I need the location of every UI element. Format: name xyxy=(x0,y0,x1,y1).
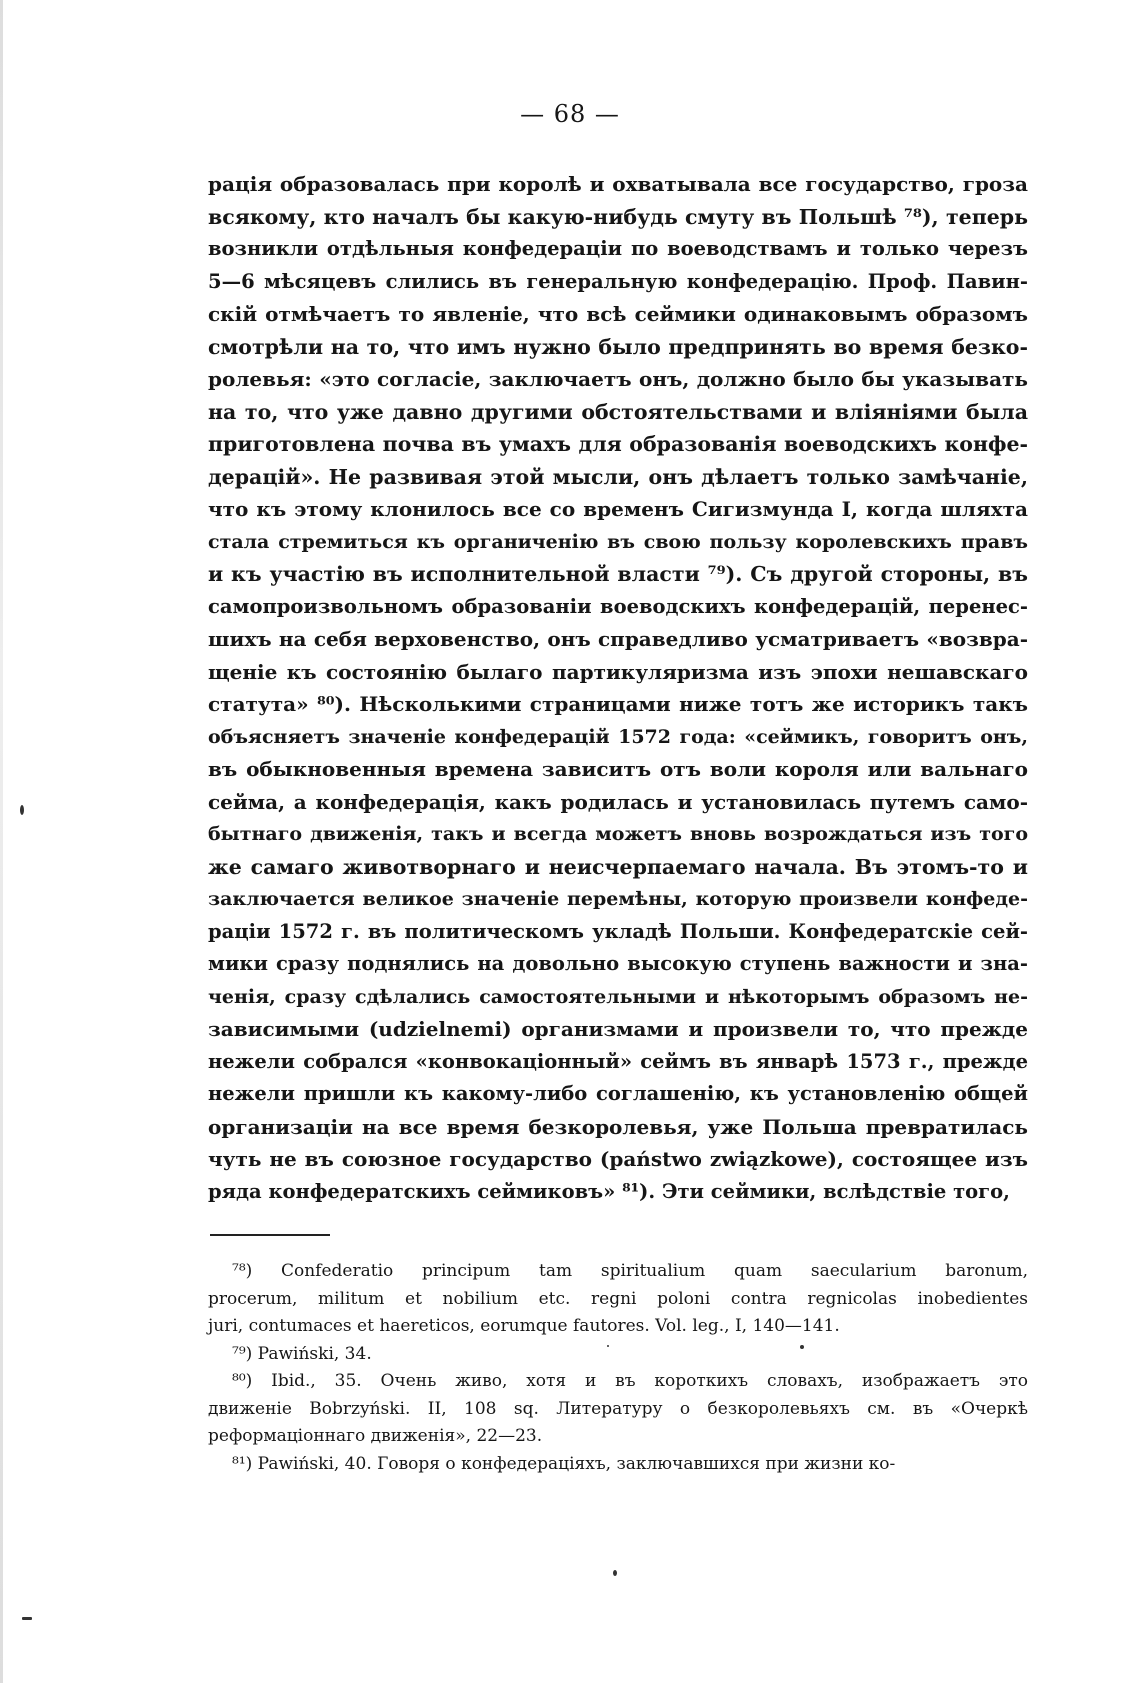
body-text xyxy=(208,168,1028,1208)
body-line: объясняетъ значеніе конфедерацій 1572 года: «сеймикъ, говоритъ онъ, xyxy=(208,725,1028,748)
footnote-divider xyxy=(210,1234,330,1236)
margin-dot xyxy=(22,1617,32,1620)
footnote-line: ⁸⁰) Ibid., 35. Очень живо, хотя и въ короткихъ словахъ, изображаетъ это xyxy=(232,1371,1028,1391)
margin-dot xyxy=(613,1570,617,1576)
body-line: всякому, кто началъ бы какую-нибудь смуту въ Польшѣ ⁷⁸), теперь xyxy=(208,204,1028,229)
body-line: мики сразу поднялись на довольно высокую ступень важности и зна- xyxy=(208,952,1028,975)
body-line: смотрѣли на то, что имъ нужно было предпринять во время безко- xyxy=(208,334,1028,359)
body-line: что къ этому клонилось все со временъ Сигизмунда I, когда шляхта xyxy=(208,497,1028,521)
footnotes xyxy=(208,1258,1028,1478)
margin-dot xyxy=(607,1345,609,1347)
footnote-line: procerum, militum et nobilium etc. regni poloni contra regnicolas inobedientes xyxy=(208,1288,1028,1309)
body-line: самопроизвольномъ образованіи воеводскихъ конфедерацій, перенес- xyxy=(208,594,1028,618)
body-line: и къ участію въ исполнительной власти ⁷⁹). Съ другой стороны, въ xyxy=(208,562,1028,586)
scan-edge xyxy=(0,0,3,1683)
body-line: на то, что уже давно другими обстоятельствами и вліяніями была xyxy=(208,399,1028,424)
body-line: ролевья: «это согласіе, заключаетъ онъ, должно было бы указывать xyxy=(208,367,1028,391)
page-number: — 68 — xyxy=(520,100,620,128)
footnote-line: ⁷⁸) Confederatio principum tam spiritualium quam saecularium baronum, xyxy=(232,1261,1028,1281)
body-line: дерацій». Не развивая этой мысли, онъ дѣлаетъ только замѣчаніе, xyxy=(208,464,1028,489)
footnote-line: реформаціоннаго движенія», 22—23. xyxy=(208,1426,543,1446)
body-line: щеніе къ состоянію былаго партикуляризма изъ эпохи нешавскаго xyxy=(208,659,1028,684)
footnote-line: juri, contumaces et haereticos, eorumque fautores. Vol. leg., I, 140—141. xyxy=(208,1316,840,1336)
footnote xyxy=(208,1341,1028,1369)
body-line: чуть не въ союзное государство (państwo związkowe), состоящее изъ xyxy=(208,1147,1028,1171)
margin-dot xyxy=(800,1345,804,1349)
body-line: заключается великое значеніе перемѣны, которую произвели конфеде- xyxy=(208,888,1028,910)
body-line: скій отмѣчаетъ то явленіе, что всѣ сеймики одинаковымъ образомъ xyxy=(208,302,1028,326)
body-line: рація образовалась при королѣ и охватывала все государство, гроза xyxy=(208,172,1028,196)
body-line: же самаго животворнаго и неисчерпаемаго начала. Въ этомъ-то и xyxy=(208,854,1028,879)
footnote xyxy=(208,1368,1028,1451)
margin-dot xyxy=(20,805,24,815)
body-line: нежели пришли къ какому-либо соглашенію, къ установленію общей xyxy=(208,1082,1028,1105)
body-line: сейма, а конфедерація, какъ родилась и установилась путемъ само- xyxy=(208,789,1028,814)
footnote xyxy=(208,1451,1028,1479)
body-line: раціи 1572 г. въ политическомъ укладѣ Польши. Конфедератскіе сей- xyxy=(208,919,1028,943)
body-line: стала стремиться къ органиченію въ свою пользу королевскихъ правъ xyxy=(208,530,1028,553)
body-line: зависимыми (udzielnemi) организмами и произвели то, что прежде xyxy=(208,1017,1028,1041)
footnote-line: движеніе Bobrzyński. II, 108 sq. Литературу о безкоролевьяхъ см. въ «Очеркѣ xyxy=(208,1398,1028,1419)
body-line: организаціи на все время безкоролевья, уже Польша превратилась xyxy=(208,1114,1028,1139)
body-line: приготовлена почва въ умахъ для образованія воеводскихъ конфе- xyxy=(208,432,1028,456)
footnote xyxy=(208,1258,1028,1341)
body-line: возникли отдѣльныя конфедераціи по воеводствамъ и только черезъ xyxy=(208,237,1028,260)
body-line: 5—6 мѣсяцевъ слились въ генеральную конфедерацію. Проф. Павин- xyxy=(208,269,1028,293)
body-line: ченія, сразу сдѣлались самостоятельными и нѣкоторымъ образомъ не- xyxy=(208,985,1028,1008)
body-line: ряда конфедератскихъ сеймиковъ» ⁸¹). Эти сеймики, вслѣдствіе того, xyxy=(208,1179,1010,1203)
body-line: нежели собрался «конвокаціонный» сеймъ въ январѣ 1573 г., прежде xyxy=(208,1049,1028,1073)
body-line: въ обыкновенныя времена зависитъ отъ воли короля или вальнаго xyxy=(208,757,1028,781)
body-line: бытнаго движенія, такъ и всегда можетъ вновь возрождаться изъ того xyxy=(208,823,1028,845)
body-line: шихъ на себя верховенство, онъ справедливо усматриваетъ «возвра- xyxy=(208,627,1028,651)
footnote-line: ⁸¹) Pawiński, 40. Говоря о конфедераціяхъ, заключавшихся при жизни ко- xyxy=(232,1453,896,1474)
footnote-line: ⁷⁹) Pawiński, 34. xyxy=(232,1343,372,1364)
body-line: статута» ⁸⁰). Нѣсколькими страницами ниже тотъ же историкъ такъ xyxy=(208,692,1028,716)
